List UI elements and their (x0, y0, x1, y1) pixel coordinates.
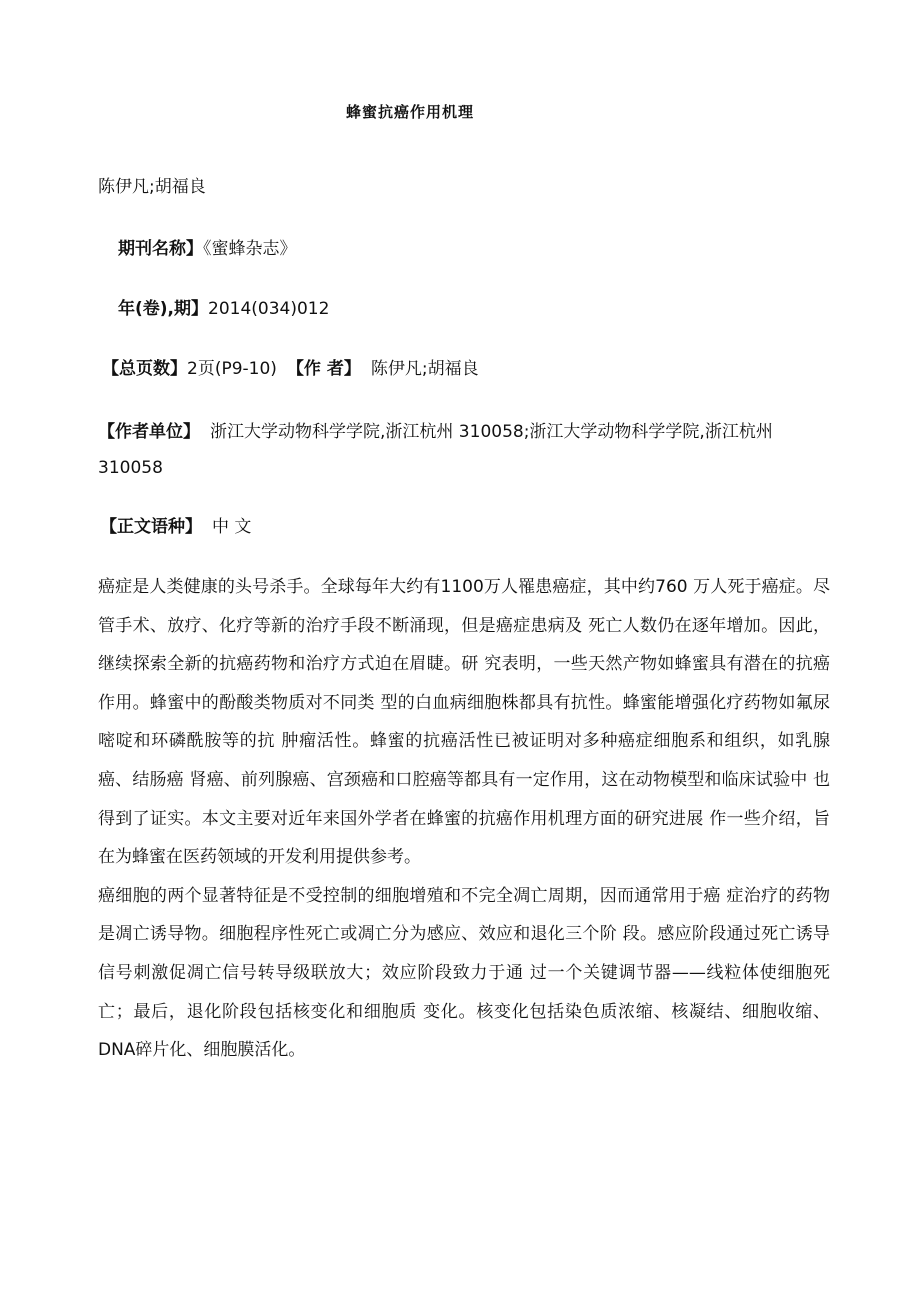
journal-value: 《蜜蜂杂志》 (203, 239, 297, 259)
language-line (100, 516, 251, 538)
language-value: 中 文 (212, 517, 252, 537)
body-paragraph: 癌症是人类健康的头号杀手。全球每年大约有1100万人罹患癌症，其中约760 万人死于癌症。尽管手术、放疗、化疗等新的治疗手段不断涌现，但是癌症患病及 死亡人数仍在逐年增加。因此，继续探索全新的抗癌药物和治疗方式迫在眉睫。研 究表明，一些天然产物如蜂蜜具有潜在的抗癌作用。蜂蜜中的酚酸类物质对不同类 型的白血病细胞株都具有抗性。蜂蜜能增强化疗药物如氟尿嘧啶和环磷酰胺等的抗 肿瘤活性。蜂蜜的抗癌活性已被证明对多种癌症细胞系和组织，如乳腺癌、结肠癌 肾癌、前列腺癌、宫颈癌和口腔癌等都具有一定作用，这在动物模型和临床试验中 也得到了证实。本文主要对近年来国外学者在蜂蜜的抗癌作用机理方面的研究进展 作一些介绍，旨在为蜂蜜在医药领域的开发利用提供参考。 (98, 577, 830, 868)
authors-line: 陈伊凡;胡福良 (98, 177, 206, 197)
body-paragraph: 癌细胞的两个显著特征是不受控制的细胞增殖和不完全凋亡周期，因而通常用于癌 症治疗的药物是凋亡诱导物。细胞程序性死亡或凋亡分为感应、效应和退化三个阶 段。感应阶段通过死亡诱导信号刺激促凋亡信号转导级联放大；效应阶段致力于通 过一个关键调节器——线粒体使细胞死亡；最后，退化阶段包括核变化和细胞质 变化。核变化包括染色质浓缩、核凝结、细胞收缩、DNA碎片化、细胞膜活化。 (98, 885, 830, 1061)
author-unit-line (98, 414, 818, 486)
year-label: 年(卷),期】 (118, 299, 208, 319)
unit-value: 浙江大学动物科学学院,浙江杭州 310058;浙江大学动物科学学院,浙江杭州 310058 (98, 422, 773, 478)
journal-label: 期刊名称】 (118, 239, 203, 259)
year-value: 2014(034)012 (208, 299, 330, 319)
language-label: 【正文语种】 (100, 517, 202, 537)
year-volume-issue-line (118, 298, 329, 320)
journal-line (118, 238, 297, 260)
document-title: 蜂蜜抗癌作用机理 (345, 103, 474, 121)
unit-label: 【作者单位】 (98, 422, 200, 442)
body-text (98, 568, 830, 1070)
pages-label: 【总页数】 (102, 359, 187, 379)
pages-author-line (102, 358, 479, 380)
author-value: 陈伊凡;胡福良 (370, 359, 479, 379)
pages-value: 2页(P9-10) (187, 359, 277, 379)
author-label: 【作 者】 (286, 359, 361, 379)
